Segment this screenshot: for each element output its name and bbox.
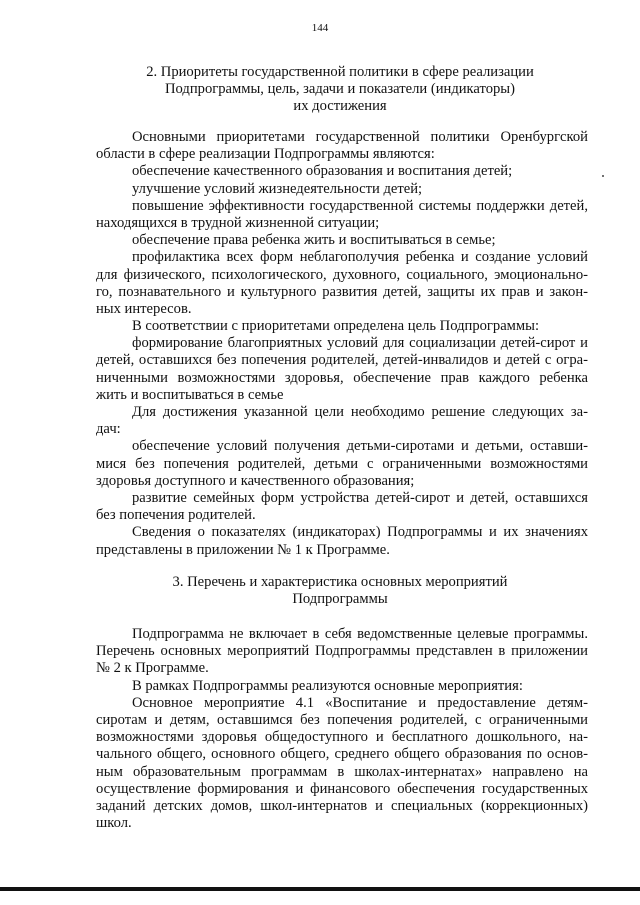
heading-line: 3. Перечень и характеристика основных мероприятий xyxy=(172,574,508,590)
text-line: жить и воспитываться в семье xyxy=(96,386,284,403)
text-line: представлены в приложении № 1 к Программе. xyxy=(96,541,390,558)
text-line: профилактика всех форм неблагополучия ребенка и создание условий xyxy=(132,249,588,266)
page-number: 144 xyxy=(311,22,329,34)
text-line: Перечень основных мероприятий Подпрограммы представлен в приложении xyxy=(96,643,588,660)
text-line: обеспечение права ребенка жить и воспитываться в семье; xyxy=(132,232,496,249)
text-line: детей, оставшихся без попечения родителей, детей-инвалидов и детей с огра- xyxy=(96,352,588,369)
text-line: развитие семейных форм устройства детей-сирот и детей, оставшихся xyxy=(132,489,588,506)
text-line: сиротам и детям, оставшимся без попечения родителей, с ограниченными xyxy=(96,711,588,728)
heading-line: Подпрограммы, цель, задачи и показатели (индикаторы) xyxy=(165,81,515,97)
heading-line: 2. Приоритеты государственной политики в сфере реализации xyxy=(146,64,534,80)
heading-line: Подпрограммы xyxy=(292,591,388,607)
text-line: Подпрограмма не включает в себя ведомственные целевые программы. xyxy=(132,626,588,642)
section-3-body xyxy=(96,626,588,832)
text-line: возможностями здоровья общедоступного и бесплатного дошкольного, на- xyxy=(96,729,588,746)
text-line: улучшение условий жизнедеятельности детей; xyxy=(132,180,423,197)
text-line: Основными приоритетами государственной политики Оренбургской xyxy=(132,129,588,145)
text-line: повышение эффективности государственной системы поддержки детей, xyxy=(132,197,588,214)
text-line: для физического, психологического, духовного, социального, эмоционально- xyxy=(96,266,588,283)
text-line: без попечения родителей. xyxy=(96,507,256,524)
text-line: Сведения о показателях (индикаторах) Подпрограммы и их значениях xyxy=(132,524,588,541)
bottom-rule xyxy=(0,887,640,891)
scan-speck xyxy=(602,175,604,177)
section-2-body xyxy=(96,129,588,559)
text-line: обеспечение условий получения детьми-сиротами и детьми, оставши- xyxy=(132,438,588,455)
text-line: заданий детских домов, школ-интернатов и специальных (коррекционных) xyxy=(96,797,588,814)
text-line: обеспечение качественного образования и воспитания детей; xyxy=(132,163,513,180)
section-2-heading xyxy=(90,64,590,115)
text-line: ным образовательным программам в школах-интернатах» направлено на xyxy=(96,763,588,780)
text-line: го, познавательного и культурного развития детей, защиты их прав и закон- xyxy=(96,283,588,300)
text-line: школ. xyxy=(96,815,132,832)
text-line: Основное мероприятие 4.1 «Воспитание и предоставление детям- xyxy=(132,694,588,711)
text-line: Для достижения указанной цели необходимо решение следующих за- xyxy=(132,404,588,420)
text-line: В рамках Подпрограммы реализуются основные мероприятия: xyxy=(132,677,523,694)
heading-line: их достижения xyxy=(293,98,387,114)
text-line: области в сфере реализации Подпрограммы являются: xyxy=(96,146,435,163)
text-line: дач: xyxy=(96,421,121,438)
text-line: находящихся в трудной жизненной ситуации; xyxy=(96,214,380,231)
text-line: В соответствии с приоритетами определена цель Подпрограммы: xyxy=(132,318,540,335)
text-line: ниченными возможностями здоровья, обеспечение прав каждого ребенка xyxy=(96,369,588,386)
text-line: чального общего, основного общего, среднего общего образования по основ- xyxy=(96,746,588,763)
text-line: № 2 к Программе. xyxy=(96,660,209,677)
text-line: формирование благоприятных условий для социализации детей-сирот и xyxy=(132,335,588,352)
section-3-heading xyxy=(90,574,590,608)
text-line: ных интересов. xyxy=(96,300,192,317)
text-line: здоровья доступного и качественного образования; xyxy=(96,472,415,489)
text-line: осуществление формирования и финансового обеспечения государственных xyxy=(96,780,588,797)
text-line: мися без попечения родителей, детьми с ограниченными возможностями xyxy=(96,455,588,472)
